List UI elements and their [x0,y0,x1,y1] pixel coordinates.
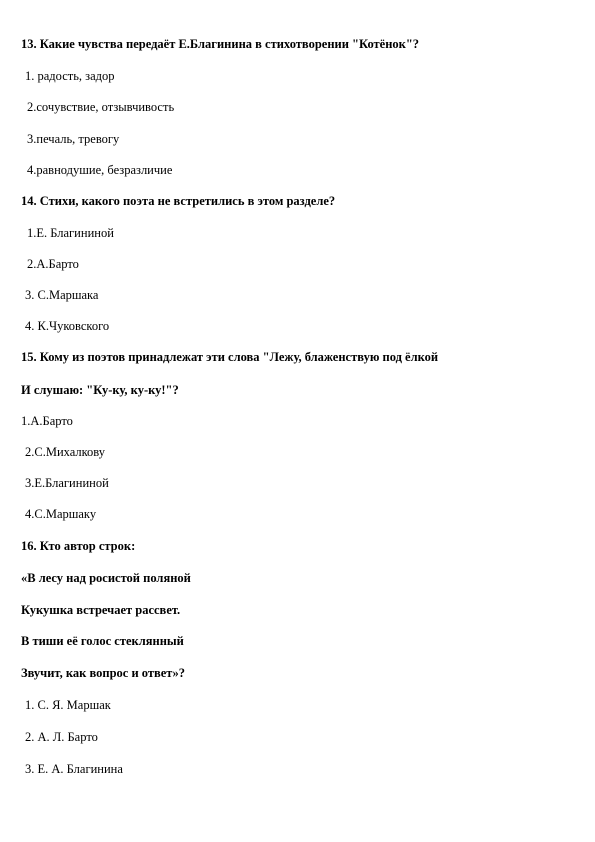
poem-line-2: Кукушка встречает рассвет. [21,603,181,617]
q13-option-4: 4.равнодушие, безразличие [27,163,173,177]
q15-option-1: 1.А.Барто [21,414,73,428]
q15-option-4: 4.С.Маршаку [25,507,97,521]
q14-option-4: 4. К.Чуковского [25,319,110,333]
q15-option-2: 2.С.Михалкову [25,445,106,459]
q14-option-1: 1.Е. Благининой [27,226,114,240]
poem-line-1: «В лесу над росистой поляной [21,571,191,585]
q13-option-1: 1. радость, задор [25,69,115,83]
q16-option-1: 1. С. Я. Маршак [25,698,111,712]
q13-option-2: 2.сочувствие, отзывчивость [27,100,175,114]
question-15-line-1: 15. Кому из поэтов принадлежат эти слова "Лежу, блаженствую под ёлкой [21,350,439,364]
q15-option-3: 3.Е.Благининой [25,476,109,490]
q14-option-2: 2.А.Барто [27,257,79,271]
question-15-line-2: И слушаю: "Ку-ку, ку-ку!"? [21,383,179,397]
question-13: 13. Какие чувства передаёт Е.Благинина в стихотворении "Котёнок"? [21,37,420,51]
q16-option-2: 2. А. Л. Барто [25,730,98,744]
question-14: 14. Стихи, какого поэта не встретились в этом разделе? [21,194,336,208]
question-16: 16. Кто автор строк: [21,539,136,553]
poem-line-3: В тиши её голос стеклянный [21,634,184,648]
q13-option-3: 3.печаль, тревогу [27,132,120,146]
q14-option-3: 3. С.Маршака [25,288,99,302]
q16-option-3: 3. Е. А. Благинина [25,762,123,776]
poem-line-4: Звучит, как вопрос и ответ»? [21,666,185,680]
